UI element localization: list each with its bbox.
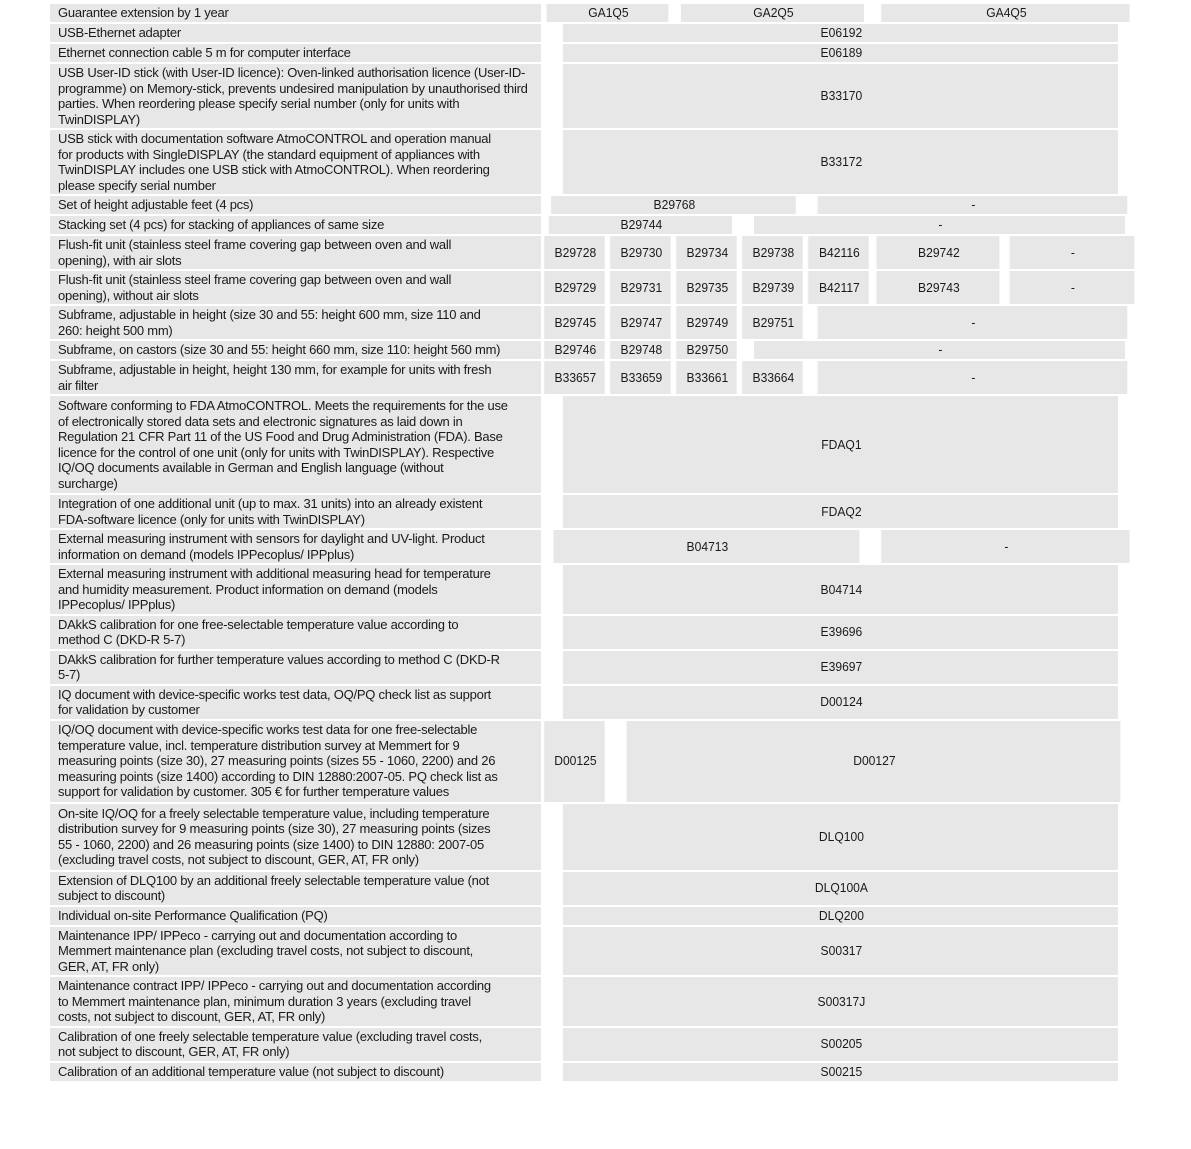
- order-code-cell: GA1Q5: [546, 4, 669, 22]
- table-row: [50, 565, 1139, 614]
- order-code-cell: DLQ100: [562, 804, 1118, 870]
- table-row: [50, 1028, 1139, 1061]
- order-code-cell: E39697: [562, 651, 1118, 684]
- accessory-description: Subframe, on castors (size 30 and 55: height 660 mm, size 110: height 560 mm): [50, 341, 541, 359]
- order-code-cell: DLQ100A: [562, 872, 1118, 905]
- order-code-cell: B29729: [543, 271, 604, 304]
- order-code-cell: DLQ200: [562, 907, 1118, 925]
- order-code-cell: B29748: [609, 341, 670, 359]
- accessory-description: On-site IQ/OQ for a freely selectable temperature value, including temperature distribution survey for 9 measuring points (size 30), 27 measuring points (sizes 55 - 1060, 2200) and 26 measuring points (size 1400) to DIN 12880: 2007-05 (excluding travel costs, not subject to discount, GER, AT, FR only): [50, 804, 541, 870]
- table-row: [50, 804, 1139, 870]
- table-row: [50, 495, 1139, 528]
- accessory-description: Integration of one additional unit (up to max. 31 units) into an already existent FDA-software licence (only for units with TwinDISPLAY): [50, 495, 541, 528]
- order-code-cell: B29749: [675, 306, 736, 339]
- table-row: [50, 24, 1139, 42]
- accessory-description: Set of height adjustable feet (4 pcs): [50, 196, 541, 214]
- accessories-table-container: [50, 2, 1139, 1083]
- accessory-description: Calibration of one freely selectable temperature value (excluding travel costs, not subject to discount, GER, AT, FR only): [50, 1028, 541, 1061]
- order-code-cell: B33657: [543, 361, 604, 394]
- order-code-cell: B29744: [548, 216, 732, 234]
- order-code-cell: B04713: [553, 530, 860, 563]
- order-code-cell: GA2Q5: [680, 4, 864, 22]
- table-row: [50, 271, 1139, 304]
- order-code-cell: -: [817, 361, 1128, 394]
- order-code-cell: B29735: [675, 271, 736, 304]
- table-row: [50, 721, 1139, 802]
- order-code-cell: B33659: [609, 361, 670, 394]
- accessory-description: External measuring instrument with sensors for daylight and UV-light. Product information on demand (models IPPecoplus/ IPPplus): [50, 530, 541, 563]
- order-code-cell: -: [817, 196, 1128, 214]
- order-code-cell: -: [753, 216, 1125, 234]
- order-code-cell: B29738: [741, 236, 802, 269]
- order-code-cell: S00215: [562, 1063, 1118, 1081]
- order-code-cell: B33172: [562, 130, 1118, 194]
- accessory-description: Flush-fit unit (stainless steel frame covering gap between oven and wall opening), without air slots: [50, 271, 541, 304]
- table-row: [50, 977, 1139, 1026]
- order-code-cell: B29728: [543, 236, 604, 269]
- table-row: [50, 341, 1139, 359]
- table-row: [50, 872, 1139, 905]
- accessory-description: Calibration of an additional temperature value (not subject to discount): [50, 1063, 541, 1081]
- accessory-description: USB User-ID stick (with User-ID licence): Oven-linked authorisation licence (User-ID-programme) on Memory-stick, prevents undesired manipulation by unauthorised third parties. When reordering please specify serial number (only for units with TwinDISPLAY): [50, 64, 541, 128]
- order-code-cell: B33170: [562, 64, 1118, 128]
- order-code-cell: B33664: [741, 361, 802, 394]
- table-row: [50, 216, 1139, 234]
- accessory-description: Software conforming to FDA AtmoCONTROL. Meets the requirements for the use of electronically stored data sets and electronic signatures as laid down in Regulation 21 CFR Part 11 of the US Food and Drug Administration (FDA). Base licence for the control of one unit (only for units with TwinDISPLAY). Respective IQ/OQ documents available in German and English language (without surcharge): [50, 396, 541, 493]
- order-code-cell: B04714: [562, 565, 1118, 614]
- order-code-cell: FDAQ2: [562, 495, 1118, 528]
- table-row: [50, 927, 1139, 976]
- accessory-description: DAkkS calibration for further temperature values according to method C (DKD-R 5-7): [50, 651, 541, 684]
- order-code-cell: B29751: [741, 306, 802, 339]
- accessory-description: Flush-fit unit (stainless steel frame covering gap between oven and wall opening), with air slots: [50, 236, 541, 269]
- order-code-cell: GA4Q5: [880, 4, 1129, 22]
- order-code-cell: B29730: [609, 236, 670, 269]
- table-row: [50, 196, 1139, 214]
- order-code-cell: B29743: [876, 271, 1000, 304]
- order-code-cell: B29742: [876, 236, 1000, 269]
- table-row: [50, 4, 1139, 22]
- accessory-description: IQ/OQ document with device-specific works test data for one free-selectable temperature value, incl. temperature distribution survey at Memmert for 9 measuring points (size 30), 27 measuring points (sizes 55 - 1060, 2200) and 26 measuring points (size 1400) according to DIN 12880:2007-05. PQ check list as support for validation by customer. 305 € for further temperature values: [50, 721, 541, 802]
- table-row: [50, 907, 1139, 925]
- order-code-cell: E06192: [562, 24, 1118, 42]
- order-code-cell: -: [880, 530, 1129, 563]
- accessory-description: USB stick with documentation software AtmoCONTROL and operation manual for products with SingleDISPLAY (the standard equipment of appliances with TwinDISPLAY includes one USB stick with AtmoCONTROL). When reordering please specify serial number: [50, 130, 541, 194]
- order-code-cell: B29739: [741, 271, 802, 304]
- accessory-description: Ethernet connection cable 5 m for computer interface: [50, 44, 541, 62]
- order-code-cell: D00124: [562, 686, 1118, 719]
- order-code-cell: B29746: [543, 341, 604, 359]
- accessory-description: USB-Ethernet adapter: [50, 24, 541, 42]
- order-code-cell: S00205: [562, 1028, 1118, 1061]
- accessory-description: Subframe, adjustable in height (size 30 and 55: height 600 mm, size 110 and 260: height 500 mm): [50, 306, 541, 339]
- table-row: [50, 64, 1139, 128]
- table-row: [50, 651, 1139, 684]
- order-code-cell: -: [1009, 271, 1135, 304]
- order-code-cell: S00317: [562, 927, 1118, 976]
- accessory-description: External measuring instrument with additional measuring head for temperature and humidity measurement. Product information on demand (models IPPecoplus/ IPPplus): [50, 565, 541, 614]
- table-row: [50, 616, 1139, 649]
- accessories-table: [50, 2, 1139, 1083]
- accessory-description: Maintenance IPP/ IPPeco - carrying out and documentation according to Memmert maintenance plan (excluding travel costs, not subject to discount, GER, AT, FR only): [50, 927, 541, 976]
- order-code-cell: S00317J: [562, 977, 1118, 1026]
- order-code-cell: E39696: [562, 616, 1118, 649]
- order-code-cell: B29768: [550, 196, 796, 214]
- accessory-description: DAkkS calibration for one free-selectable temperature value according to method C (DKD-R 5-7): [50, 616, 541, 649]
- order-code-cell: B29731: [609, 271, 670, 304]
- accessories-table-body: [50, 4, 1139, 1081]
- order-code-cell: B42116: [807, 236, 868, 269]
- order-code-cell: -: [817, 306, 1128, 339]
- order-code-cell: FDAQ1: [562, 396, 1118, 493]
- accessory-description: Maintenance contract IPP/ IPPeco - carrying out and documentation according to Memmert maintenance plan, minimum duration 3 years (excluding travel costs, not subject to discount, GER, AT, FR only): [50, 977, 541, 1026]
- table-row: [50, 530, 1139, 563]
- table-row: [50, 306, 1139, 339]
- order-code-cell: -: [753, 341, 1125, 359]
- order-code-cell: -: [1009, 236, 1135, 269]
- table-row: [50, 44, 1139, 62]
- table-row: [50, 236, 1139, 269]
- order-code-cell: D00125: [543, 721, 604, 802]
- order-code-cell: B29747: [609, 306, 670, 339]
- order-code-cell: B33661: [675, 361, 736, 394]
- accessory-description: Extension of DLQ100 by an additional freely selectable temperature value (not subject to discount): [50, 872, 541, 905]
- table-row: [50, 1063, 1139, 1081]
- accessory-description: Stacking set (4 pcs) for stacking of appliances of same size: [50, 216, 541, 234]
- table-row: [50, 686, 1139, 719]
- table-row: [50, 130, 1139, 194]
- order-code-cell: D00127: [626, 721, 1121, 802]
- table-row: [50, 396, 1139, 493]
- order-code-cell: B29750: [675, 341, 736, 359]
- accessory-description: IQ document with device-specific works test data, OQ/PQ check list as support for validation by customer: [50, 686, 541, 719]
- table-row: [50, 361, 1139, 394]
- order-code-cell: B29745: [543, 306, 604, 339]
- accessory-description: Subframe, adjustable in height, height 130 mm, for example for units with fresh air filter: [50, 361, 541, 394]
- order-code-cell: B42117: [807, 271, 868, 304]
- order-code-cell: E06189: [562, 44, 1118, 62]
- accessory-description: Guarantee extension by 1 year: [50, 4, 541, 22]
- accessory-description: Individual on-site Performance Qualification (PQ): [50, 907, 541, 925]
- order-code-cell: B29734: [675, 236, 736, 269]
